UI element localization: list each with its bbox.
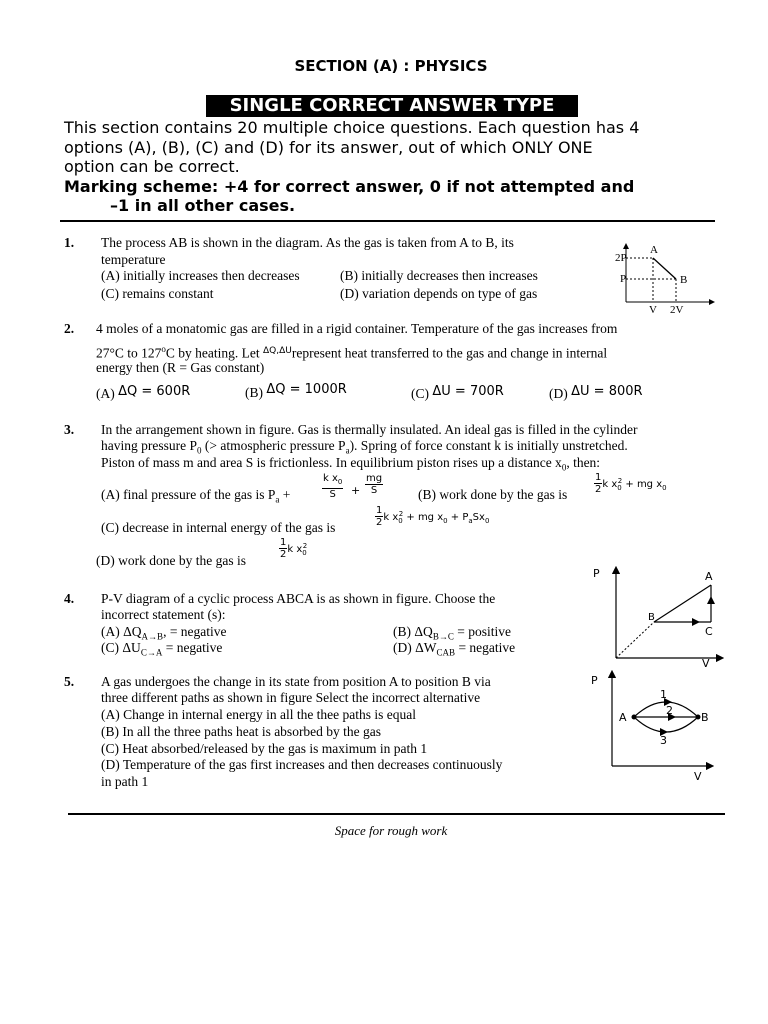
q5-label-3: 3 bbox=[660, 734, 667, 747]
q5-label-b: B bbox=[701, 711, 709, 724]
q4-label-b: B bbox=[648, 612, 655, 623]
q3-sup: 2 bbox=[398, 509, 404, 518]
q5-path-3 bbox=[634, 717, 698, 732]
q5-option-d[interactable]: (D) Temperature of the gas first increases and then decreases continuously bbox=[101, 757, 503, 772]
answer-type-banner: SINGLE CORRECT ANSWER TYPE bbox=[206, 95, 578, 117]
q3-frac-num: k x bbox=[323, 473, 338, 484]
q2-number: 2. bbox=[64, 321, 75, 336]
q4-opt-text: = negative bbox=[455, 640, 516, 655]
q3-frac-den: S bbox=[329, 489, 336, 500]
q4-line-ba bbox=[654, 585, 711, 622]
q3-frac-num: 1 bbox=[595, 472, 602, 483]
q3-stem-3 bbox=[101, 454, 600, 477]
q3-stem: In the arrangement shown in figure. Gas is thermally insulated. An ideal gas is filled in the cylinder bbox=[101, 422, 638, 437]
q4-stem-cont: incorrect statement (s): bbox=[101, 607, 226, 622]
q3-option-c-expr bbox=[375, 505, 489, 528]
q5-label-v: V bbox=[694, 770, 702, 782]
q4-label-c: C bbox=[705, 625, 713, 638]
q2-opt-d-label: (D) bbox=[549, 386, 568, 401]
marking-scheme-cont: –1 in all other cases. bbox=[110, 196, 296, 215]
intro-line: option can be correct. bbox=[64, 157, 240, 176]
q2-stem-rest: represent heat transferred to the gas and change in internal bbox=[291, 345, 608, 361]
q3-expr-tail: + P bbox=[447, 512, 469, 524]
q2-opt-b-label: (B) bbox=[245, 385, 263, 400]
q3-frac-den: 2 bbox=[595, 484, 602, 495]
q4-sub: B→C bbox=[432, 631, 454, 642]
q3-plus-sign: + bbox=[351, 484, 361, 497]
q1-option-a[interactable]: (A) initially increases then decreases bbox=[101, 268, 300, 283]
q2-symbols: ΔQ,ΔU bbox=[263, 345, 292, 356]
q5-option-b[interactable]: (B) In all the three paths heat is absorbed by the gas bbox=[101, 724, 382, 739]
q1-process-ab bbox=[653, 258, 676, 279]
q3-fraction-mg-s bbox=[365, 473, 383, 496]
q3-expr-k: k x bbox=[602, 479, 618, 491]
q4-label-p: P bbox=[593, 567, 600, 580]
instructions bbox=[64, 118, 720, 216]
q4-opt-text: , = negative bbox=[163, 624, 227, 639]
q3-frac-den: S bbox=[370, 485, 378, 496]
q3-option-a[interactable] bbox=[101, 486, 290, 509]
section-title: SECTION (A) : PHYSICS bbox=[294, 57, 488, 75]
q3-frac-num: 1 bbox=[376, 505, 383, 516]
q3-expr bbox=[602, 476, 667, 493]
q1-label-2v: 2V bbox=[670, 304, 684, 316]
intro-line: options (A), (B), (C) and (D) for its answer, out of which ONLY ONE bbox=[64, 137, 593, 157]
q2-degree: o bbox=[161, 344, 166, 354]
q3-text: (> atmospheric pressure P bbox=[201, 438, 346, 453]
q4-sub: CAB bbox=[436, 647, 456, 658]
q3-expr bbox=[383, 509, 490, 526]
q3-expr-k: k x bbox=[383, 512, 399, 524]
q3-opt-a-text: (A) final pressure of the gas is P bbox=[101, 487, 276, 502]
q1-pv-diagram bbox=[612, 242, 718, 316]
q2-option-c[interactable] bbox=[411, 382, 504, 400]
q3-frac-den: 2 bbox=[376, 517, 383, 528]
q4-opt-text: (B) ΔQ bbox=[393, 624, 433, 639]
q1-number: 1. bbox=[64, 235, 75, 250]
q2-opt-a-value: ΔQ = 600R bbox=[118, 384, 191, 399]
intro-line: This section contains 20 multiple choice questions. Each question has 4 bbox=[64, 118, 640, 137]
q4-arrowhead-ca bbox=[707, 596, 715, 604]
rough-work-label: Space for rough work bbox=[334, 823, 448, 838]
q2-stem: 4 moles of a monatomic gas are filled in a rigid container. Temperature of the gas increases from bbox=[96, 321, 618, 336]
q3-fraction-kx0-s bbox=[322, 473, 343, 500]
q4-stem: P-V diagram of a cyclic process ABCA is as shown in figure. Choose the bbox=[101, 591, 496, 606]
q4-label-a: A bbox=[705, 570, 713, 583]
q5-stem-cont: three different paths as shown in figure Select the incorrect alternative bbox=[101, 690, 481, 705]
q3-sub: a bbox=[345, 445, 350, 456]
q1-label-2p: 2P bbox=[615, 252, 627, 264]
q1-option-d[interactable]: (D) variation depends on type of gas bbox=[340, 286, 538, 301]
q3-expr-tail: + mg x bbox=[403, 512, 444, 524]
q3-expr-tail: Sx bbox=[472, 512, 485, 524]
q3-option-b[interactable]: (B) work done by the gas is bbox=[418, 487, 568, 502]
q3-expr-tail: + mg x bbox=[622, 479, 663, 491]
q3-frac-num: mg bbox=[366, 473, 383, 484]
q1-label-a: A bbox=[650, 244, 658, 256]
q3-sub: 0 bbox=[484, 517, 490, 526]
q1-label-p: P bbox=[620, 273, 627, 285]
q4-opt-text: (C) ΔU bbox=[101, 640, 141, 655]
marking-scheme: Marking scheme: +4 for correct answer, 0 if not attempted and bbox=[64, 176, 635, 196]
q5-point-b bbox=[696, 715, 701, 720]
q4-opt-text: (D) ΔW bbox=[393, 640, 437, 655]
q3-sub: 0 bbox=[302, 549, 307, 558]
q2-opt-b-value: ΔQ = 1000R bbox=[266, 382, 347, 397]
q5-pv-diagram bbox=[586, 670, 716, 782]
q3-text: ). Spring of force constant k is initially unstretched. bbox=[349, 438, 628, 453]
q4-opt-text: = positive bbox=[453, 624, 511, 639]
q1-stem: The process AB is shown in the diagram. As the gas is taken from A to B, its bbox=[101, 235, 514, 250]
q2-option-b[interactable] bbox=[245, 380, 347, 398]
q2-option-d[interactable] bbox=[549, 382, 643, 400]
q2-opt-c-label: (C) bbox=[411, 386, 429, 401]
q4-opt-text: = negative bbox=[162, 640, 223, 655]
q3-sub: 0 bbox=[662, 484, 667, 493]
q5-label-2: 2 bbox=[666, 704, 673, 717]
q5-number: 5. bbox=[64, 674, 75, 689]
q3-frac-den: 2 bbox=[280, 549, 287, 560]
q1-label-b: B bbox=[680, 274, 688, 286]
q3-sup: 2 bbox=[302, 541, 308, 550]
q4-sub: A→B bbox=[141, 631, 164, 642]
q5-option-d-cont: in path 1 bbox=[101, 774, 149, 789]
q3-sub: 0 bbox=[443, 517, 448, 526]
q3-sub: 0 bbox=[617, 484, 622, 493]
q4-number: 4. bbox=[64, 591, 75, 606]
q5-point-a bbox=[632, 715, 637, 720]
header-rule bbox=[60, 220, 715, 222]
q3-text: having pressure P bbox=[101, 438, 197, 453]
footer-rule bbox=[68, 813, 725, 815]
q4-sub: C→A bbox=[140, 647, 163, 658]
q3-sub: 0 bbox=[561, 462, 567, 473]
q3-sub: 0 bbox=[337, 478, 343, 486]
q3-option-c[interactable]: (C) decrease in internal energy of the gas is bbox=[101, 520, 336, 535]
q3-text: Piston of mass m and area S is frictionless. In equilibrium piston rises up a distance x bbox=[101, 455, 562, 470]
q5-option-a[interactable]: (A) Change in internal energy in all the thee paths is equal bbox=[101, 707, 417, 722]
q1-option-b[interactable]: (B) initially decreases then increases bbox=[340, 268, 538, 283]
q2-option-a[interactable] bbox=[96, 382, 190, 400]
q2-opt-c-value: ΔU = 700R bbox=[432, 384, 504, 399]
q3-sub: a bbox=[275, 494, 280, 505]
q3-expr-k: k x bbox=[287, 544, 303, 556]
q3-sup: 2 bbox=[617, 476, 623, 485]
q4-opt-text: (A) ΔQ bbox=[101, 624, 142, 639]
q3-frac-num: 1 bbox=[280, 537, 287, 548]
q5-label-1: 1 bbox=[660, 688, 667, 701]
q2-stem-end: energy then (R = Gas constant) bbox=[96, 360, 265, 375]
q2-opt-a-label: (A) bbox=[96, 386, 115, 401]
q4-label-v: V bbox=[702, 657, 710, 670]
q3-plus: + bbox=[279, 487, 291, 502]
q4-pv-diagram bbox=[590, 564, 728, 676]
q3-sub: 0 bbox=[398, 517, 403, 526]
q3-text: , then: bbox=[566, 455, 601, 470]
q1-stem-cont: temperature bbox=[101, 252, 166, 267]
q3-sub: a bbox=[468, 517, 473, 526]
q3-sub: 0 bbox=[196, 445, 202, 456]
q5-stem: A gas undergoes the change in its state from position A to position B via bbox=[101, 674, 491, 689]
q2-temp-text: 27°C to 127 bbox=[96, 345, 162, 361]
q3-option-b-expr bbox=[594, 472, 667, 495]
q1-label-v: V bbox=[649, 304, 657, 316]
q4-option-c[interactable] bbox=[101, 639, 222, 662]
q3-option-d-expr bbox=[279, 537, 307, 560]
q3-number: 3. bbox=[64, 422, 75, 437]
q4-arrowhead-bc bbox=[692, 618, 700, 626]
q3-expr bbox=[287, 541, 308, 558]
q2-opt-d-value: ΔU = 800R bbox=[571, 384, 643, 399]
q5-label-a: A bbox=[619, 711, 627, 724]
q5-label-p: P bbox=[591, 674, 598, 687]
q3-option-d[interactable]: (D) work done by the gas is bbox=[96, 553, 246, 568]
q1-option-c[interactable]: (C) remains constant bbox=[101, 286, 214, 301]
q2-temp-text-2: C by heating. Let bbox=[165, 345, 260, 361]
q4-dashed-origin bbox=[616, 622, 654, 658]
q4-option-d[interactable] bbox=[393, 639, 515, 662]
q5-option-c[interactable]: (C) Heat absorbed/released by the gas is maximum in path 1 bbox=[101, 741, 428, 756]
